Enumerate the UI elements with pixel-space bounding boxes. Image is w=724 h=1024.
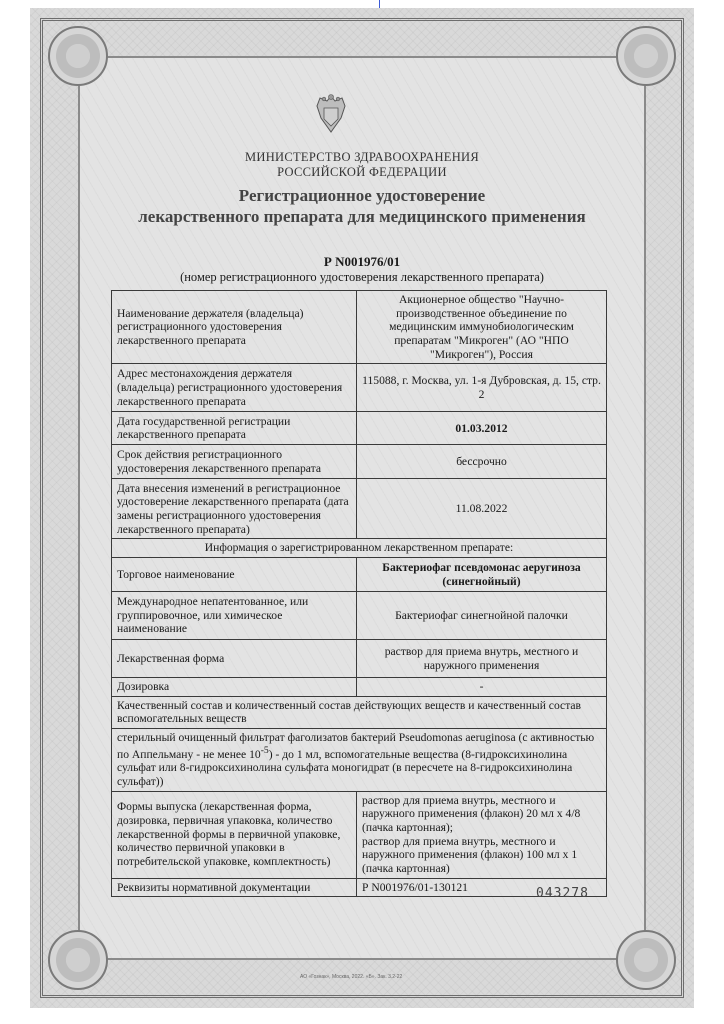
corner-rosette: [616, 930, 676, 990]
info-section-header: Информация о зарегистрированном лекарственном препарате:: [112, 539, 607, 558]
release-forms-label: Формы выпуска (лекарственная форма, дозировка, первичная упаковка, количество лекарственной формы в первичной упаковке, количество первичной упаковки в потребительской упаковке, комплектность): [112, 791, 357, 878]
registration-number: Р N001976/01: [323, 254, 401, 269]
coat-of-arms-icon: [312, 92, 350, 136]
certificate-table: [111, 290, 607, 897]
trade-name-label: Торговое наименование: [112, 558, 357, 592]
dosage-form-label: Лекарственная форма: [112, 640, 357, 678]
composition-value: [112, 729, 607, 792]
dosage-form-value: раствор для приема внутрь, местного и наружного применения: [357, 640, 607, 678]
ministry-name-line1: МИНИСТЕРСТВО ЗДРАВООХРАНЕНИЯ: [244, 150, 480, 164]
inn-label: Международное непатентованное, или группировочное, или химическое наименование: [112, 592, 357, 640]
normative-docs-label: Реквизиты нормативной документации: [112, 878, 357, 897]
holder-label: Наименование держателя (владельца) регистрационного удостоверения лекарственного препарата: [112, 291, 357, 364]
table-row: [112, 558, 607, 592]
address-label: Адрес местонахождения держателя (владельца) регистрационного удостоверения лекарственного препарата: [112, 364, 357, 412]
reg-date-value: 01.03.2012: [357, 412, 607, 445]
change-date-label: Дата внесения изменений в регистрационное удостоверение лекарственного препарата (дата замены регистрационного удостоверения лекарственного препарата): [112, 479, 357, 539]
validity-value: бессрочно: [357, 445, 607, 479]
inn-value: Бактериофаг синегнойной палочки: [357, 592, 607, 640]
normative-docs-value: Р N001976/01-130121: [357, 878, 607, 897]
corner-rosette: [48, 930, 108, 990]
release-form-item: раствор для приема внутрь, местного и наружного применения (флакон) 20 мл х 4/8 (пачка картонная);: [362, 793, 581, 834]
holder-value: Акционерное общество "Научно-производственное объединение по медицинским иммунобиологическим препаратам "Микроген" (АО "НПО "Микроген"), Россия: [357, 291, 607, 364]
trade-name-value: Бактериофаг псевдомонас аеругиноза (синегнойный): [357, 558, 607, 592]
table-row: [112, 412, 607, 445]
corner-rosette: [616, 26, 676, 86]
release-forms-value: [357, 791, 607, 878]
table-row: [112, 696, 607, 728]
registration-number-caption: (номер регистрационного удостоверения лекарственного препарата): [180, 270, 544, 284]
dosage-label: Дозировка: [112, 678, 357, 697]
document-title-line2: лекарственного препарата для медицинского применения: [138, 207, 586, 226]
table-row: [112, 539, 607, 558]
table-row: [112, 445, 607, 479]
table-row: [112, 479, 607, 539]
validity-label: Срок действия регистрационного удостоверения лекарственного препарата: [112, 445, 357, 479]
table-row: [112, 729, 607, 792]
serial-number: 043278: [536, 886, 589, 901]
change-date-value: 11.08.2022: [357, 479, 607, 539]
dosage-value: -: [357, 678, 607, 697]
table-row: [112, 878, 607, 897]
composition-text-part2: ) - до 1 мл, вспомогательные вещества (8-гидроксихинолина сульфат или 8-гидроксихинолина сульфата моногидрат (в пересчете на 8-гидроксихинолина сульфат)): [117, 747, 573, 788]
printer-imprint: АО «Гознак», Москва, 2022. «Б». Зак. 3.2-22: [300, 974, 403, 980]
composition-exponent: -5: [260, 744, 269, 756]
ministry-name-line2: РОССИЙСКОЙ ФЕДЕРАЦИИ: [277, 165, 447, 179]
table-row: [112, 592, 607, 640]
corner-rosette: [48, 26, 108, 86]
composition-text-part1: стерильный очищенный фильтрат фаголизатов бактерий Pseudomonas aeruginosa (с активностью по Аппельману - не менее 10: [117, 731, 595, 761]
composition-label: Качественный состав и количественный состав действующих веществ и качественный состав вспомогательных веществ: [112, 696, 607, 728]
table-row: [112, 291, 607, 364]
table-row: [112, 791, 607, 878]
table-row: [112, 678, 607, 697]
reg-date-label: Дата государственной регистрации лекарственного препарата: [112, 412, 357, 445]
document-title-line1: Регистрационное удостоверение: [238, 186, 486, 205]
release-form-item: раствор для приема внутрь, местного и наружного применения (флакон) 100 мл х 1 (пачка картонная): [362, 834, 578, 875]
address-value: 115088, г. Москва, ул. 1-я Дубровская, д. 15, стр. 2: [357, 364, 607, 412]
table-row: [112, 364, 607, 412]
table-row: [112, 640, 607, 678]
